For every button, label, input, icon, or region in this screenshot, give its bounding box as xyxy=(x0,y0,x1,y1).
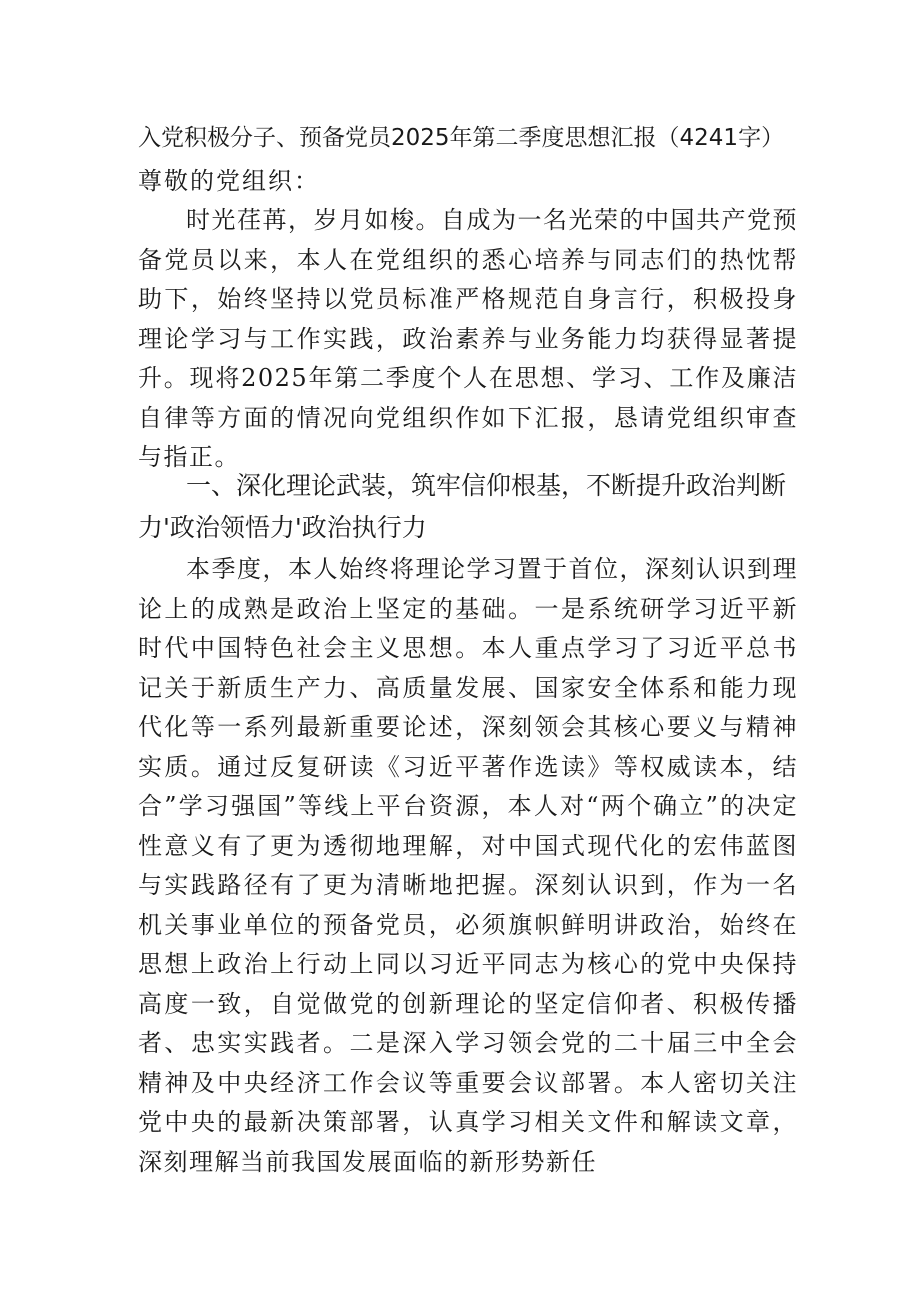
intro-paragraph: 时光荏苒，岁月如梭。自成为一名光荣的中国共产党预备党员以来，本人在党组织的悉心培养与同志们的热忱帮助下，始终坚持以党员标准严格规范自身言行，积极投身理论学习与工作实践，政治素养与业务能力均获得显著提升。现将2025年第二季度个人在思想、学习、工作及廉洁自律等方面的情况向党组织作如下汇报，恳请党组织审查与指正。 xyxy=(138,206,798,471)
document-title: 入党积极分子、预备党员2025年第二季度思想汇报（4241字） xyxy=(138,125,785,151)
salutation: 尊敬的党组织： xyxy=(138,167,320,195)
section-body-paragraph: 本季度，本人始终将理论学习置于首位，深刻认识到理论上的成熟是政治上坚定的基础。一是系统研学习近平新时代中国特色社会主义思想。本人重点学习了习近平总书记关于新质生产力、高质量发展、国家安全体系和能力现代化等一系列最新重要论述，深刻领会其核心要义与精神实质。通过反复研读《习近平著作选读》等权威读本，结合”学习强国”等线上平台资源，本人对“两个确立”的决定性意义有了更为透彻地理解，对中国式现代化的宏伟蓝图与实践路径有了更为清晰地把握。深刻认识到，作为一名机关事业单位的预备党员，必须旗帜鲜明讲政治，始终在思想上政治上行动上同以习近平同志为核心的党中央保持高度一致，自觉做党的创新理论的坚定信仰者、积极传播者、忠实实践者。二是深入学习领会党的二十届三中全会精神及中央经济工作会议等重要会议部署。本人密切关注党中央的最新决策部署，认真学习相关文件和解读文章，深刻理解当前我国发展面临的新形势新任 xyxy=(138,555,798,1176)
section-heading: 一、深化理论武装，筑牢信仰根基，不断提升政治判断力'政治领悟力'政治执行力 xyxy=(138,471,787,542)
